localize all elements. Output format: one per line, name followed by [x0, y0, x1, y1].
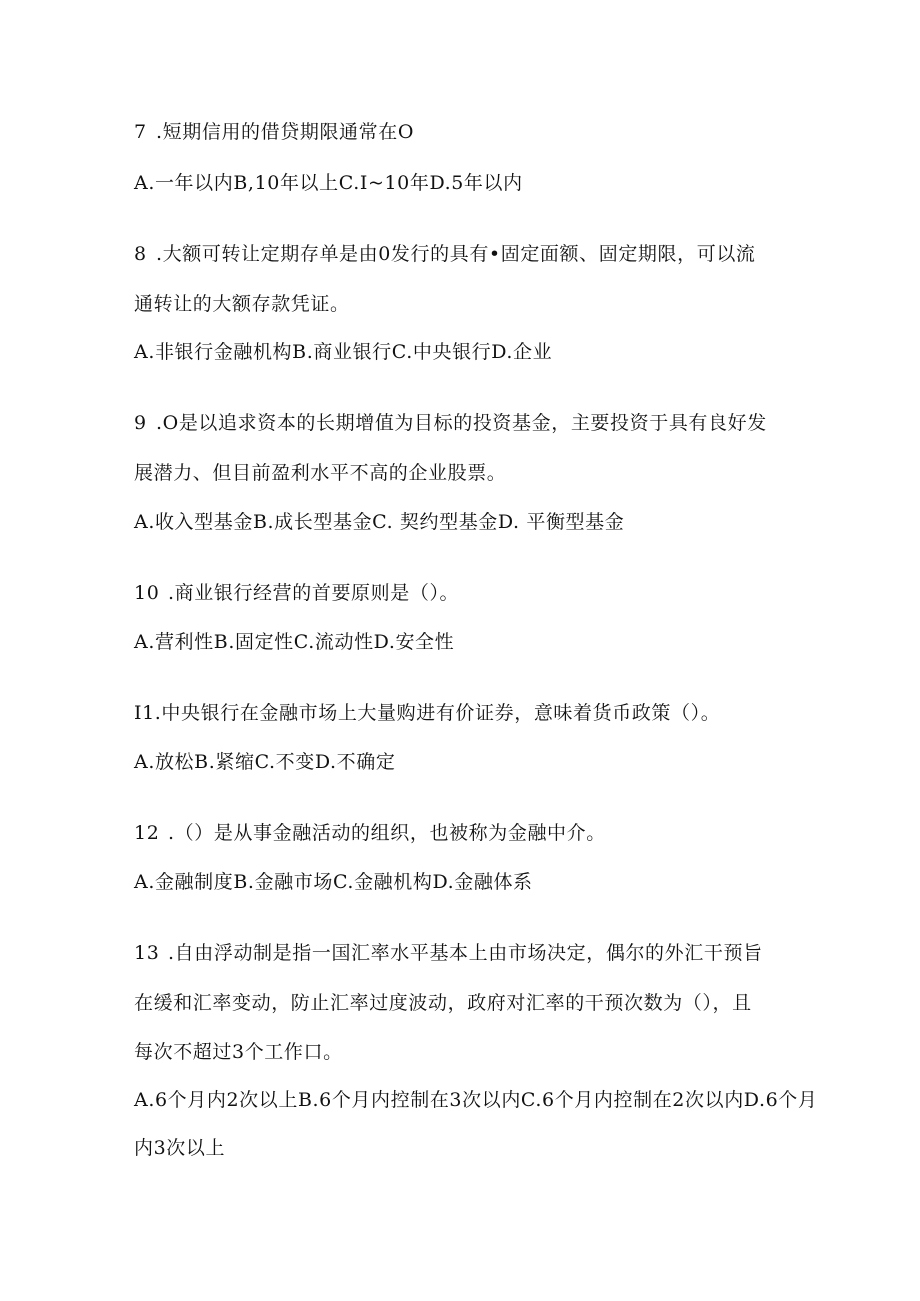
answer-options: A.营利性B.固定性C.流动性D.安全性	[134, 631, 455, 653]
question-12-options	[134, 870, 794, 894]
question-10-line-1	[134, 581, 794, 605]
question-13-line-1	[134, 941, 794, 965]
question-13-line-2	[134, 991, 794, 1015]
answer-options: A.一年以内B,10年以上C.I~10年D.5年以内	[134, 172, 523, 194]
question-text: 在缓和汇率变动，防止汇率过度波动，政府对汇率的干预次数为（），且	[134, 992, 752, 1014]
question-text: .商业银行经营的首要原则是（）。	[168, 582, 460, 604]
answer-options: A.收入型基金B.成长型基金C. 契约型基金D. 平衡型基金	[134, 511, 625, 533]
question-13-options-line-1	[134, 1088, 818, 1112]
question-9-line-1	[134, 411, 794, 435]
question-text: 展潜力、但目前盈利水平不高的企业股票。	[134, 462, 507, 484]
answer-options: 内3次以上	[134, 1137, 226, 1159]
question-8-line-1	[134, 242, 794, 266]
question-9-line-2	[134, 461, 794, 485]
question-12-line-1	[134, 821, 794, 845]
question-10-options	[134, 630, 794, 654]
answer-options: A.金融制度B.金融市场C.金融机构D.金融体系	[134, 871, 533, 893]
question-text: .O是以追求资本的长期增值为目标的投资基金，主要投资于具有良好发	[156, 412, 767, 434]
question-13-line-3	[134, 1040, 794, 1064]
question-number: 13	[134, 942, 160, 964]
question-number: 8	[134, 243, 147, 265]
question-text: 每次不超过3个工作口。	[134, 1041, 343, 1063]
question-text: .大额可转让定期存单是由0发行的具有•固定面额、固定期限，可以流	[156, 243, 756, 265]
question-number: 10	[134, 582, 160, 604]
question-text: .（）是从事金融活动的组织，也被称为金融中介。	[168, 822, 606, 844]
answer-options: A.放松B.紧缩C.不变D.不确定	[134, 751, 396, 773]
question-13-options-line-2	[134, 1136, 794, 1160]
question-8-options	[134, 340, 794, 364]
question-11-line-1	[134, 701, 794, 725]
question-number: 12	[134, 822, 160, 844]
question-text: 通转让的大额存款凭证。	[134, 293, 350, 315]
question-number: 9	[134, 412, 147, 434]
answer-options: A.6个月内2次以上B.6个月内控制在3次以内C.6个月内控制在2次以内D.6个月	[134, 1089, 818, 1111]
question-7-line-1	[134, 120, 794, 144]
question-8-line-2	[134, 292, 794, 316]
answer-options: A.非银行金融机构B.商业银行C.中央银行D.企业	[134, 341, 553, 363]
question-7-options	[134, 171, 794, 195]
question-text: .短期信用的借贷期限通常在O	[156, 121, 415, 143]
question-number: 7	[134, 121, 147, 143]
question-text: .自由浮动制是指一国汇率水平基本上由市场决定，偶尔的外汇干预旨	[168, 942, 763, 964]
question-11-options	[134, 750, 794, 774]
question-text: I1.中央银行在金融市场上大量购进有价证券，意味着货币政策（）。	[134, 702, 721, 724]
question-9-options	[134, 510, 794, 534]
